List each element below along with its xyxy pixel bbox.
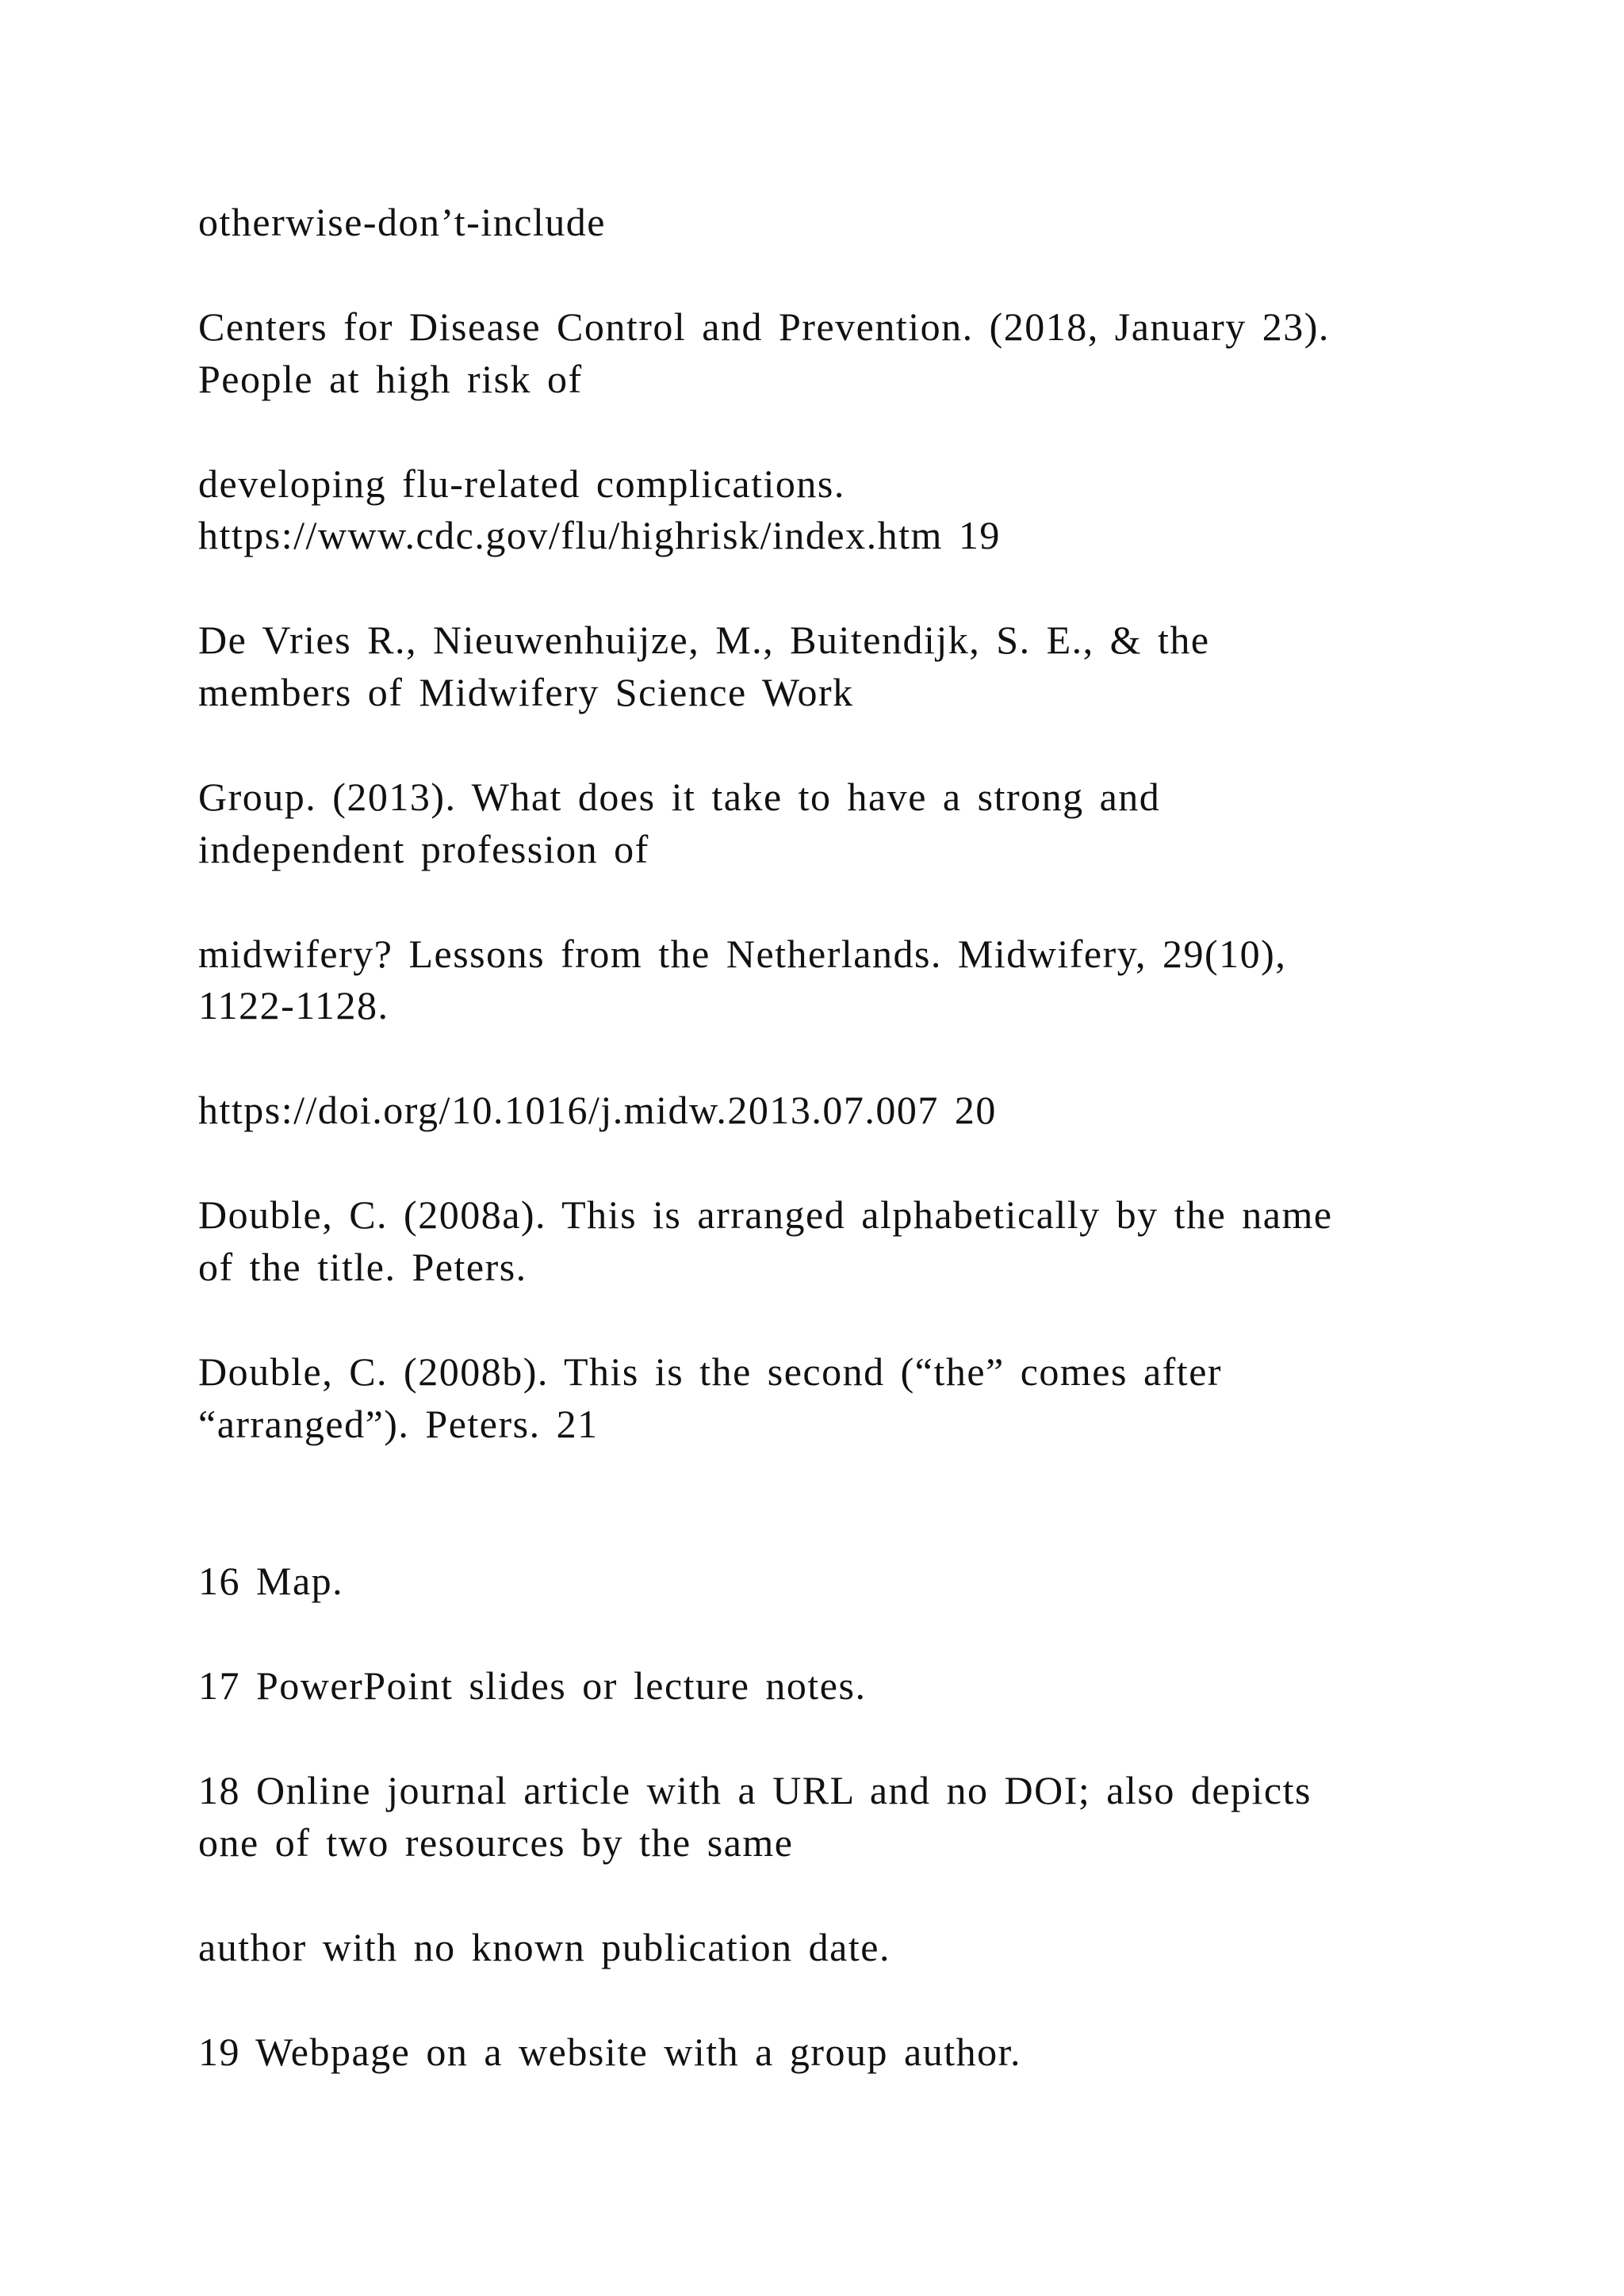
footnote-19: 19 Webpage on a website with a group author.: [198, 2030, 1021, 2074]
reference-devries-line-5: midwifery? Lessons from the Netherlands. Midwifery, 29(10),: [198, 932, 1287, 976]
reference-devries-line-6: 1122-1128.: [198, 983, 389, 1027]
reference-cdc-line-3: developing flu-related complications.: [198, 461, 845, 506]
reference-cdc-line-2: People at high risk of: [198, 357, 583, 401]
reference-devries-line-3: Group. (2013). What does it take to have a strong and: [198, 775, 1161, 819]
reference-double-a-line-2: of the title. Peters.: [198, 1245, 527, 1289]
footnote-16: 16 Map.: [198, 1559, 344, 1603]
reference-double-a-line-1: Double, C. (2008a). This is arranged alphabetically by the name: [198, 1192, 1333, 1237]
reference-cdc-url: https://www.cdc.gov/flu/highrisk/index.htm 19: [198, 513, 1001, 557]
footnote-18-line-2: one of two resources by the same: [198, 1820, 794, 1865]
reference-devries-line-4: independent profession of: [198, 827, 649, 871]
footnote-17: 17 PowerPoint slides or lecture notes.: [198, 1663, 867, 1708]
footnote-18-line-1: 18 Online journal article with a URL and no DOI; also depicts: [198, 1768, 1312, 1812]
reference-double-b-line-2: “arranged”). Peters. 21: [198, 1402, 599, 1446]
reference-devries-doi: https://doi.org/10.1016/j.midw.2013.07.007 20: [198, 1088, 997, 1132]
footnote-18-line-3: author with no known publication date.: [198, 1925, 891, 1969]
reference-devries-line-1: De Vries R., Nieuwenhuijze, M., Buitendijk, S. E., & the: [198, 618, 1210, 662]
reference-devries-line-2: members of Midwifery Science Work: [198, 670, 854, 714]
text-line: otherwise-don’t-include: [198, 200, 606, 244]
reference-cdc-line-1: Centers for Disease Control and Prevention. (2018, January 23).: [198, 304, 1330, 349]
reference-double-b-line-1: Double, C. (2008b). This is the second (“the” comes after: [198, 1349, 1223, 1394]
